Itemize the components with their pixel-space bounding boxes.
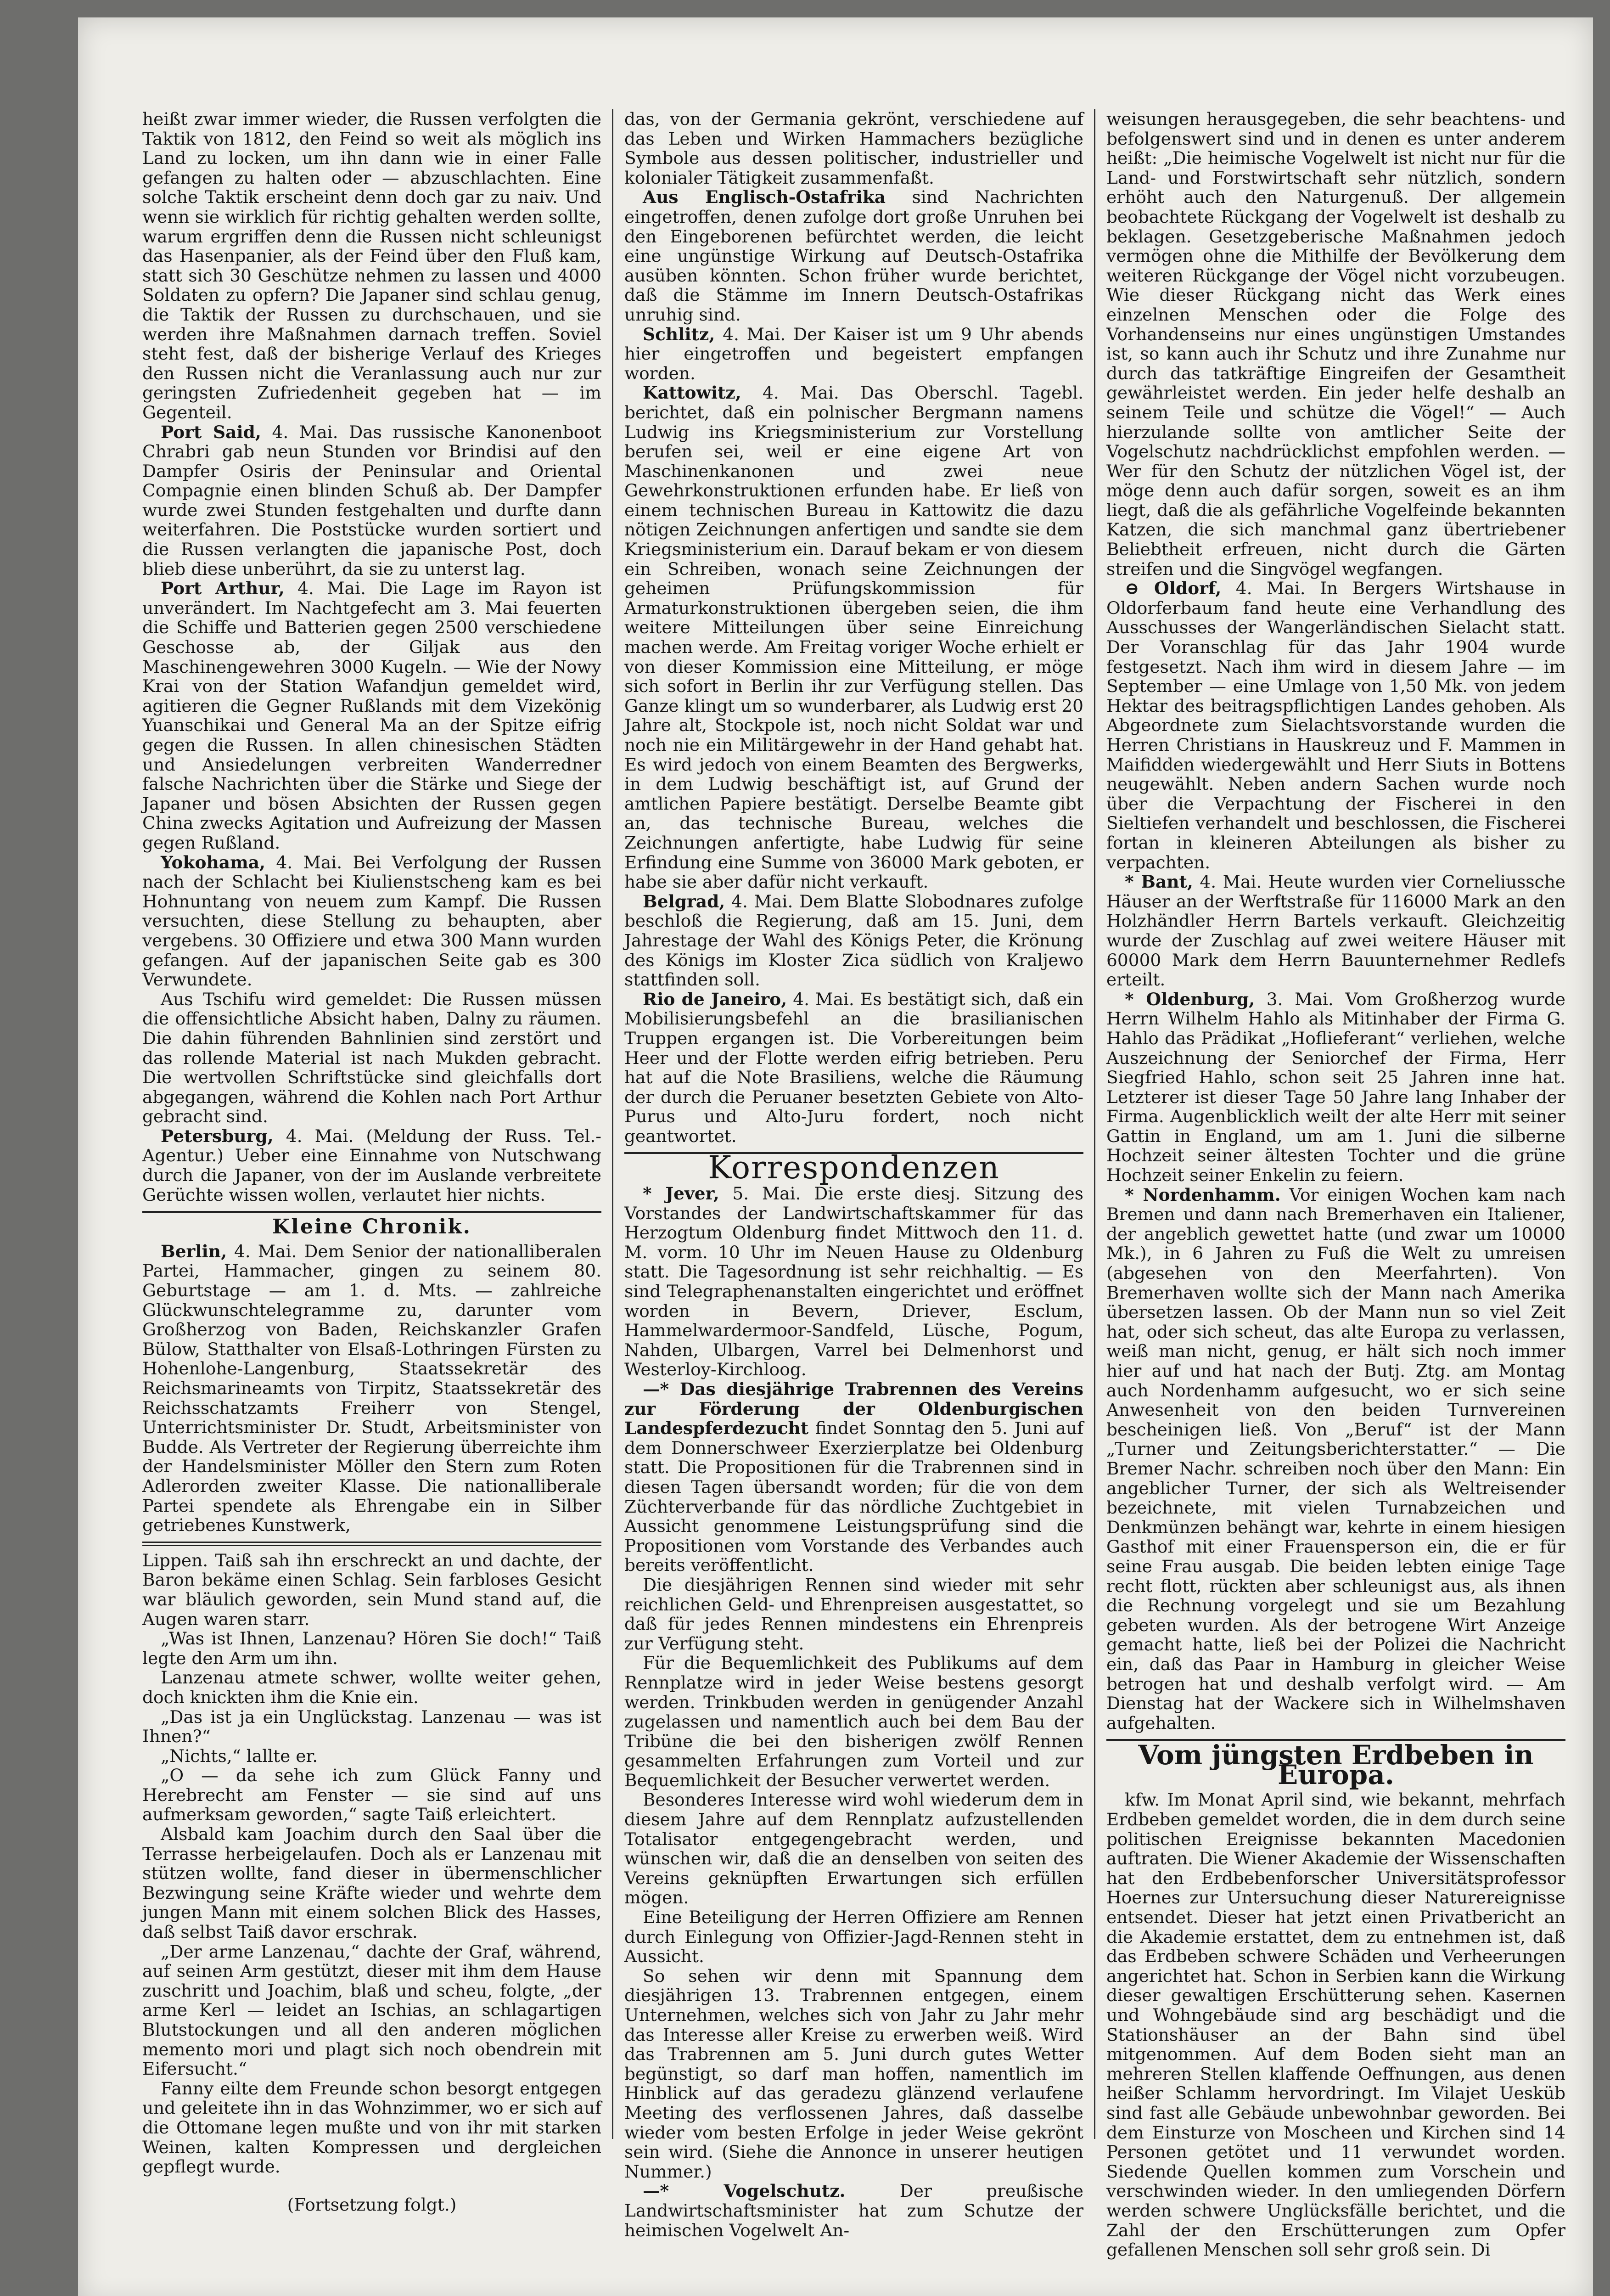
continuation-note: (Fortsetzung folgt.) bbox=[287, 2194, 457, 2215]
section-rule bbox=[142, 1211, 601, 1213]
dateline: Kattowitz, bbox=[643, 383, 741, 403]
dateline: Schlitz, bbox=[643, 324, 715, 344]
dateline: Petersburg, bbox=[161, 1125, 274, 1146]
news-item bbox=[142, 579, 601, 852]
dateline: —* Das diesjährige Trabrennen des Vereins zur Förderung der Oldenburgischen Landespferdezucht bbox=[624, 1379, 1083, 1439]
paragraph: das, von der Germania gekrönt, verschiedene auf das Leben und Wirken Hammachers bezügliche Symbole aus dessen politischer, industrieller und kolonialer Tätigkeit zusammenfaßt. bbox=[624, 109, 1083, 188]
dateline: Port Said, bbox=[161, 422, 261, 442]
news-item bbox=[142, 1242, 601, 1535]
dateline: —* Vogelschutz. bbox=[643, 2181, 846, 2201]
paragraph: Die diesjährigen Rennen sind wieder mit sehr reichlichen Geld- und Ehrenpreisen ausgestattet, so daß für jedes Rennen mindestens ein Ehrenpreis zur Verfügung steht. bbox=[624, 1574, 1083, 1654]
novel-paragraph: „Was ist Ihnen, Lanzenau? Hören Sie doch!“ Taiß legte den Arm um ihn. bbox=[142, 1628, 601, 1668]
news-item bbox=[1106, 990, 1565, 1185]
dateline: ⊖ Oldorf, bbox=[1125, 578, 1222, 599]
section-heading-korrespondenzen: Korrespondenzen bbox=[708, 1150, 1000, 1187]
novel-paragraph: Lanzenau atmete schwer, wollte weiter gehen, doch knickten ihm die Knie ein. bbox=[142, 1667, 601, 1707]
news-text: Der preußische Landwirtschaftsminister hat zum Schutze der heimischen Vogelwelt An- bbox=[624, 2181, 1083, 2240]
news-text: 4. Mai. Die Lage im Rayon ist unverändert. Im Nachtgefecht am 3. Mai feuerten die Schiffe und Batterien gegen 2500 verschiedene Geschosse ab, der Giljak aus den Maschinengewehren 3000 Kugeln. — Wie der Nowy Krai von der Station Wafandjun gemeldet wird, agitieren die Gegner Rußlands mit dem Vizekönig Yuanschikai und General Ma an der Spitze eifrig gegen die Russen. In allen chinesischen Städten und Ansiedelungen verbreiten Wanderredner falsche Nachrichten über die Stärke und Siege der Japaner und bösen Absichten der Russen gegen China zwecks Agitation und Aufreizung der Massen gegen Rußland. bbox=[142, 578, 602, 853]
news-text: sind Nachrichten eingetroffen, denen zufolge dort große Unruhen bei den Eingeborenen befürchtet werden, die leicht eine ungünstige Wirkung auf Deutsch-Ostafrika ausüben könnten. Schon früher wurde berichtet, daß die Stämme im Innern Deutsch-Ostafrikas unruhig sind. bbox=[624, 187, 1083, 325]
column-1 bbox=[142, 109, 601, 2214]
news-text: findet Sonntag den 5. Juni auf dem Donnerschweer Exerzierplatze bei Oldenburg statt. Die Propositionen für die Trabrennen sind in diesen Tagen übersandt worden; für die von dem Züchterverbande für das nördliche Zuchtgebiet in Aussicht genommene Leistungsprüfung sind die Propositionen vom Vorstande des Verbandes auch bereits veröffentlicht. bbox=[624, 1418, 1083, 1576]
news-item bbox=[1106, 872, 1565, 990]
newspaper-page bbox=[78, 17, 1593, 2296]
news-text: 4. Mai. In Bergers Wirtshause in Oldorferbaum fand heute eine Verhandlung des Ausschusses der Wangerländischen Sielacht statt. Der Voranschlag für das Jahr 1904 wurde festgesetzt. Nach ihm wird in diesem Jahre — im September — eine Umlage von 1,50 Mk. von jedem Hektar des beitragspflichtigen Landes gehoben. Als Abgeordnete zum Sielachtsvorstande wurden die Herren Christians in Hauskreuz und F. Mammen in Maifidden wiedergewählt und Herr Siuts in Bottens neugewählt. Neben andern Sachen wurde noch über die Verpachtung der Fischerei in den Sieltiefen verhandelt und beschlossen, die Fischerei fortan in kleineren Abteilungen als bisher zu verpachten. bbox=[1106, 578, 1565, 872]
news-text: Im Monat April sind, wie bekannt, mehrfach Erdbeben gemeldet worden, die in dem durch seine politischen Ereignisse bekannten Macedonien auftraten. Die Wiener Akademie der Wissenschaften hat den Erdbebenforscher Universitätsprofessor Hoernes zur Untersuchung dieser Naturereignisse entsendet. Dieser hat jetzt einen Privatbericht an die Akademie erstattet, dem zu entnehmen ist, daß das Erdbeben schwere Schäden und Verheerungen angerichtet hat. Schon in Serbien kann die Wirkung dieser gewaltigen Erschütterung sehen. Kasernen und Wohngebäude sind arg beschädigt und die Stationshäuser an der Bahn sind übel mitgenommen. Auf dem Boden sieht man an mehreren Stellen klaffende Oeffnungen, aus denen heißer Schlamm hervordringt. Im Vilajet Uesküb sind fast alle Gebäude unbewohnbar geworden. Bei dem Einsturze von Moscheen und Kirchen sind 14 Personen getötet und 11 verwundet worden. Siedende Quellen kommen zum Vorschein und verschwinden wieder. In den umliegenden Dörfern werden schwere Unglücksfälle berichtet, und die Zahl der den Erschütterungen zum Opfer gefallenen Menschen soll sehr groß sein. Di bbox=[1106, 1790, 1565, 2260]
news-item bbox=[142, 853, 601, 990]
paragraph: weisungen herausgegeben, die sehr beachtens- und befolgenswert sind und in denen es unter anderem heißt: „Die heimische Vogelwelt ist nicht nur für die Land- und Forstwirtschaft sehr nützlich, sondern erhöht auch den Naturgenuß. Der allgemein beobachtete Rückgang der Vogelwelt ist deshalb zu beklagen. Gesetzgeberische Maßnahmen jedoch vermögen ohne die Mithilfe der Bevölkerung dem weiteren Rückgange der Vögel nicht vorzubeugen. Wie dieser Rückgang nicht das Werk eines einzelnen Menschen oder die Folge des Vorhandenseins nur eines ungünstigen Umstandes ist, so kann auch ihr Schutz und ihre Zunahme nur durch das tatkräftige Eingreifen der Gesamtheit gewährleistet werden. Ein jeder helfe deshalb an seinem Teile und schütze die Vögel!“ — Auch hierzulande sollte von amtlicher Seite der Vogelschutz nachdrücklichst empfohlen werden. — Wer für den Schutz der nützlichen Vögel ist, der möge denn auch dafür sorgen, soweit es an ihm liegt, daß die als gefährliche Vogelfeinde bekannten Katzen, die sich manchmal ganz übertriebener Beliebtheit erfreuen, nicht durch die Gärten streifen und die Singvögel wegfangen. bbox=[1106, 109, 1565, 579]
dateline: * Bant, bbox=[1125, 872, 1193, 892]
news-item bbox=[142, 422, 601, 579]
news-item bbox=[624, 1379, 1083, 1575]
news-text: 5. Mai. Die erste diesj. Sitzung des Vorstandes der Landwirtschaftskammer für das Herzogtum Oldenburg findet Mittwoch den 11. d. M. vorm. 10 Uhr im Neuen Hause zu Oldenburg statt. Die Tagesordnung ist sehr reichhaltig. — Es sind Telegraphenanstalten eingerichtet und eröffnet worden in Bevern, Driever, Esclum, Hammelwardermoor-Sandfeld, Lüsche, Pogum, Nahden, Ulbargen, Varrel bei Delmenhorst und Westerloy-Kirchloog. bbox=[624, 1183, 1083, 1380]
novel-paragraph: Lippen. Taiß sah ihn erschreckt an und dachte, der Baron bekäme einen Schlag. Sein farbloses Gesicht war bläulich geworden, sein Mund stand auf, die Augen waren starr. bbox=[142, 1550, 601, 1629]
news-item bbox=[142, 1126, 601, 1204]
news-item bbox=[624, 187, 1083, 324]
news-item bbox=[1106, 579, 1565, 872]
news-text: 4. Mai. Dem Blatte Slobodnares zufolge beschloß die Regierung, daß am 15. Juni, dem Jahrestage der Wahl des Königs Peter, die Krönung des Königs im Kloster Zica südlich von Kraljewo stattfinden soll. bbox=[624, 891, 1083, 990]
section-heading-erdbeben: Vom jüngsten Erdbeben in Europa. bbox=[1138, 1739, 1534, 1790]
novel-paragraph: „Nichts,“ lallte er. bbox=[161, 1745, 318, 1766]
novel-paragraph: Alsbald kam Joachim durch den Saal über die Terrasse herbeigelaufen. Doch als er Lanzenau mit stützen wollte, fand dieser in übermenschlicher Bezwingung seine Kräfte wieder und wehrte dem jungen Mann mit einem solchen Blick des Hasses, daß selbst Taiß davor erschrak. bbox=[142, 1824, 601, 1942]
author-mark: kfw. bbox=[1125, 1790, 1160, 1810]
dateline: Aus Englisch-Ostafrika bbox=[643, 187, 886, 208]
news-text: 4. Mai. Das Oberschl. Tagebl. berichtet, daß ein polnischer Bergmann namens Ludwig ins Kriegsministerium zur Vorstellung berufen sei, weil er eine eigene Art von Maschinenkanonen und zwei neue Gewehrkonstruktionen erfunden habe. Er ließ von einem technischen Bureau in Kattowitz die dazu nötigen Zeichnungen anfertigen und sandte sie dem Kriegsministerium ein. Darauf bekam er von diesem ein Schreiben, wonach seine Zeichnungen der geheimen Prüfungskommission für Armaturkonstruktionen übergeben seien, die ihm weitere Mitteilungen über seine Einreichung machen werde. Am Freitag voriger Woche erhielt er von dieser Kommission eine Mitteilung, er möge sich sofort in Berlin ihr zur Verfügung stellen. Das Ganze klingt um so wunderbarer, als Ludwig erst 20 Jahre alt, Stockpole ist, noch nicht Soldat war und noch nie ein Militärgewehr in der Hand gehabt hat. Es wird jedoch von einem Beamten des Bergwerks, in dem Ludwig beschäftigt ist, auf Grund der amtlichen Papiere bestätigt. Derselbe Beamte gibt an, das technische Bureau, welches die Zeichnungen anfertigte, habe Ludwig für seine Erfindung eine Summe von 36000 Mark geboten, er habe sie aber dafür nicht verkauft. bbox=[624, 383, 1083, 892]
news-text: 4. Mai. Heute wurden vier Corneliussche Häuser an der Werftstraße für 116000 Mark an den Holzhändler Herrn Bartels verkauft. Gleichzeitig wurde der Zuschlag auf zwei weitere Häuser mit 60000 Mark dem Herrn Bauunternehmer Redlefs erteilt. bbox=[1106, 872, 1565, 990]
novel-paragraph: „Das ist ja ein Unglückstag. Lanzenau — was ist Ihnen?“ bbox=[142, 1706, 601, 1747]
novel-paragraph: „O — da sehe ich zum Glück Fanny und Herebrecht am Fenster — sie sind auf uns aufmerksam geworden,“ sagte Taiß erleichtert. bbox=[142, 1765, 601, 1825]
section-heading-kleine-chronik: Kleine Chronik. bbox=[272, 1215, 472, 1239]
column-divider bbox=[1094, 109, 1095, 2139]
dateline: Berlin, bbox=[161, 1241, 227, 1261]
news-text: 4. Mai. Das russische Kanonenboot Chrabri gab neun Stunden vor Brindisi auf den Dampfer Osiris der Peninsular and Oriental Compagnie einen blinden Schuß ab. Der Dampfer wurde zwei Stunden festgehalten und durfte dann weiterfahren. Die Poststücke wurden sortiert und die Russen verlangten die japanische Post, doch blieb diese unberührt, da sie zu unterst lag. bbox=[142, 422, 601, 579]
dateline: Yokohama, bbox=[161, 852, 266, 872]
news-text: 4. Mai. Es bestätigt sich, daß ein Mobilisierungsbefehl an die brasilianischen Truppen ergangen ist. Die Vorbereitungen beim Heer und der Flotte werden eifrig betrieben. Peru hat auf die Note Brasiliens, welche die Räumung der durch die Peruaner besetzten Gebiete von Alto-Purus und Alto-Juru fordert, noch nicht geantwortet. bbox=[624, 989, 1083, 1146]
news-text: 4. Mai. Dem Senior der nationalliberalen Partei, Hammacher, gingen zu seinem 80. Geburtstage — am 1. d. Mts. — zahlreiche Glückwunschtelegramme zu, darunter vom Großherzog von Baden, Reichskanzler Grafen Bülow, Statthalter von Elsaß-Lothringen Fürsten zu Hohenlohe-Langenburg, Staatssekretär des Reichsmarineamts von Tirpitz, Staatssekretär des Reichsschatzamts Freiherr von Stengel, Unterrichtsminister Dr. Studt, Arbeitsminister von Budde. Als Vertreter der Regierung überreichte ihm der Handelsminister Möller den Stern zum Roten Adlerorden zweiter Klasse. Die nationalliberale Partei spendete als Ehrengabe ein in Silber getriebenes Kunstwerk, bbox=[142, 1241, 601, 1536]
news-item bbox=[624, 1184, 1083, 1379]
column-divider bbox=[612, 109, 613, 2139]
news-text: 4. Mai. Der Kaiser ist um 9 Uhr abends hier eingetroffen und begeistert empfangen worden. bbox=[624, 324, 1083, 383]
feuilleton-rule bbox=[142, 1542, 601, 1546]
paragraph: Eine Beteiligung der Herren Offiziere am Rennen durch Einlegung von Offizier-Jagd-Rennen steht in Aussicht. bbox=[624, 1907, 1083, 1967]
paragraph: Für die Bequemlichkeit des Publikums auf dem Rennplatze wird in jeder Weise bestens gesorgt werden. Trinkbuden werden in genügender Anzahl zugelassen und namentlich auch bei dem Bau der Tribüne die bei den bisherigen zwölf Rennen gesammelten Erfahrungen zum Vorteil und zur Bequemlichkeit der Besucher verwertet werden. bbox=[624, 1653, 1083, 1790]
news-item bbox=[624, 383, 1083, 891]
news-text: 3. Mai. Vom Großherzog wurde Herrn Wilhelm Hahlo als Mitinhaber der Firma G. Hahlo das Prädikat „Hoflieferant“ verliehen, welche Auszeichnung der Seniorchef der Firma, Herr Siegfried Hahlo, schon seit 25 Jahren inne hat. Letzterer ist dieser Tage 50 Jahre lang Inhaber der Firma. Augenblicklich weilt der alte Herr mit seiner Gattin in England, um am 1. Juni die silberne Hochzeit seiner ältesten Tochter und die grüne Hochzeit seiner Enkelin zu feiern. bbox=[1106, 989, 1565, 1186]
news-item bbox=[624, 325, 1083, 383]
news-item bbox=[624, 892, 1083, 990]
dateline: Port Arthur, bbox=[161, 578, 285, 599]
dateline: * Jever, bbox=[643, 1183, 719, 1204]
paragraph: Besonderes Interesse wird wohl wiederum dem in diesem Jahre auf dem Rennplatz aufzustellenden Totalisator entgegengebracht werden, und wünschen wir, daß die an denselben von seiten des Vereins geknüpften Erwartungen sich erfüllen mögen. bbox=[624, 1790, 1083, 1908]
news-item bbox=[624, 2181, 1083, 2240]
column-3 bbox=[1106, 109, 1565, 2260]
dateline: Belgrad, bbox=[643, 891, 725, 912]
news-text: 4. Mai. (Meldung der Russ. Tel.-Agentur.) Ueber eine Einnahme von Nutschwang durch die Japaner, von der im Auslande verbreitete Gerüchte wissen wollen, verlautet hier nichts. bbox=[142, 1125, 601, 1205]
dateline: Rio de Janeiro, bbox=[643, 989, 787, 1009]
dateline: * Oldenburg, bbox=[1125, 989, 1255, 1009]
novel-paragraph: „Der arme Lanzenau,“ dachte der Graf, während, auf seinen Arm gestützt, dieser mit ihm dem Hause zuschritt und Joachim, blaß und scheu, folgte, „der arme Kerl — leidet an Ischias, an schlagartigen Blutstockungen und all den anderen möglichen memento mori und plagt sich noch obendrein mit Eifersucht.“ bbox=[142, 1941, 601, 2079]
news-item bbox=[1106, 1790, 1565, 2259]
paragraph: Aus Tschifu wird gemeldet: Die Russen müssen die offensichtliche Absicht haben, Dalny zu räumen. Die dahin führenden Bahnlinien sind zerstört und das rollende Material ist nach Mukden gebracht. Die wertvollen Schriftstücke sind gleichfalls dort abgegangen, während die Kohlen nach Port Arthur gebracht sind. bbox=[142, 989, 601, 1127]
news-text: Vor einigen Wochen kam nach Bremen und dann nach Bremerhaven ein Italiener, der angeblich gewettet hatte (und zwar um 10000 Mk.), in 6 Jahren zu Fuß die Welt zu umreisen (abgesehen von den Meerfahrten). Von Bremerhaven wollte sich der Mann nach Amerika übersetzen lassen. Ob der Mann nun so viel Zeit hat, oder sich scheut, das alte Europa zu verlassen, weiß man nicht, genug, er hält sich noch immer hier auf und hat nach der Butj. Ztg. am Montag auch Nordenhamm aufgesucht, wo er sich seine Anwesenheit von den beiden Turnvereinen bescheinigen ließ. Von „Beruf“ ist der Mann „Turner und Zeitungsberichterstatter.“ — Die Bremer Nachr. schreiben noch über den Mann: Ein angeblicher Turner, der sich als Weltreisender bezeichnete, mit vielen Turnabzeichen und Denkmünzen behängt war, kehrte in einem hiesigen Gasthof mit einer Frauensperson ein, die er für seine Frau ausgab. Die beiden lebten einige Tage recht flott, rückten aber schleunigst aus, als ihnen die Rechnung vorgelegt und sie um Bezahlung gebeten wurden. Als der betrogene Wirt Anzeige gemacht hatte, ließ bei der Polizei die Nachricht ein, daß das Paar in Hamburg in gleicher Weise betrogen hat und deshalb verfolgt wird. — Am Dienstag hat der Wackere sich in Wilhelmshaven aufgehalten. bbox=[1106, 1184, 1565, 1733]
news-text: 4. Mai. Bei Verfolgung der Russen nach der Schlacht bei Kiulienstscheng kam es bei Hohnuntang von neuem zum Kampf. Die Russen versuchten, diese Stellung zu behaupten, aber vergebens. 30 Offiziere und etwa 300 Mann wurden gefangen. Auf der japanischen Seite gab es 300 Verwundete. bbox=[142, 852, 601, 990]
column-2 bbox=[624, 109, 1083, 2240]
news-item bbox=[624, 990, 1083, 1146]
dateline: * Nordenhamm. bbox=[1125, 1184, 1281, 1205]
novel-paragraph: Fanny eilte dem Freunde schon besorgt entgegen und geleitete ihn in das Wohnzimmer, wo er sich auf die Ottomane legen mußte und von ihr mit starken Weinen, kalten Kompressen und dergleichen gepflegt wurde. bbox=[142, 2078, 601, 2177]
paragraph: So sehen wir denn mit Spannung dem diesjährigen 13. Trabrennen entgegen, einem Unternehmen, welches sich von Jahr zu Jahr mehr das Interesse aller Kreise zu erwerben weiß. Wird das Trabrennen am 5. Juni durch gutes Wetter begünstigt, so darf man hoffen, namentlich im Hinblick auf das geradezu glänzend verlaufene Meeting des verflossenen Jahres, daß dasselbe wieder vom besten Erfolge in jeder Weise gekrönt sein wird. (Siehe die Annonce in unserer heutigen Nummer.) bbox=[624, 1965, 1083, 2182]
paragraph: heißt zwar immer wieder, die Russen verfolgten die Taktik von 1812, den Feind so weit als möglich ins Land zu locken, um ihn dann wie in einer Falle gefangen zu halten oder — abzuschlachten. Eine solche Taktik erscheint denn doch gar zu naiv. Und wenn sie wirklich für richtig gehalten werden sollte, warum ergriffen denn die Russen nicht schleunigst das Hasenpanier, als der Feind über den Fluß kam, statt sich 30 Geschütze nehmen zu lassen und 4000 Soldaten zu opfern? Die Japaner sind schlau genug, die Taktik der Russen zu durchschauen, und sie werden ihre Maßnahmen darnach treffen. Soviel steht fest, daß der bisherige Verlauf des Krieges den Russen nicht die Veranlassung auch nur zur geringsten Zufriedenheit gegeben hat — im Gegenteil. bbox=[142, 109, 601, 422]
news-item bbox=[1106, 1185, 1565, 1733]
